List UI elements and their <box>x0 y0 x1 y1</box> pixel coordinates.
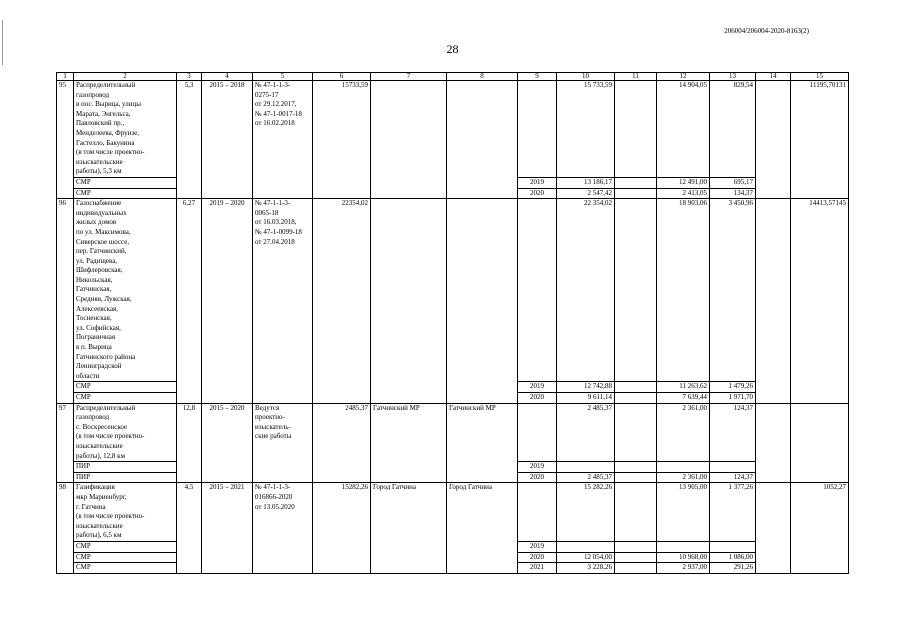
object-name: Газоснабжение индивидуальных жилых домов по ул. Максимова, Сиверское шоссе, пер. Гатчинский, ул. Радищева, Шифлеровская, Никольская, Гатчинская, Средняя, Лужская, Алексеевская, Тосненская, ул. Софийская, Пограничная в п. Вырица Гатчинского района Ленинградской области <box>74 199 177 382</box>
total-value: 3 228,26 <box>557 563 615 574</box>
row-number: 98 <box>57 483 74 573</box>
local-value: 134,37 <box>710 188 756 199</box>
construction-period: 2015 – 2021 <box>202 483 253 573</box>
federal-value <box>615 382 657 393</box>
local-value: 3 450,96 <box>710 199 756 382</box>
column-number-row <box>57 73 849 81</box>
column-number: 6 <box>313 73 371 81</box>
total-value: 15 733,59 <box>557 81 615 178</box>
regional-value: 2 361,00 <box>657 403 710 462</box>
column-number: 2 <box>74 73 177 81</box>
local-value: 829,54 <box>710 81 756 178</box>
regional-value: 18 903,06 <box>657 199 710 382</box>
municipality <box>371 81 447 199</box>
expertise-docs: Ведутся проектно- изыскатель- ские работы <box>253 403 313 483</box>
estimated-cost: 2485,37 <box>313 403 371 483</box>
work-type-label: СМР <box>74 541 177 552</box>
year-cell: 2020 <box>518 552 557 563</box>
other-value <box>756 81 791 199</box>
federal-value <box>615 563 657 574</box>
total-value: 2 547,42 <box>557 188 615 199</box>
length-km: 6,27 <box>177 199 202 403</box>
regional-value: 7 639,44 <box>657 393 710 404</box>
column-number: 13 <box>710 73 756 81</box>
column-number: 12 <box>657 73 710 81</box>
regional-value: 2 361,00 <box>657 472 710 483</box>
construction-period: 2015 – 2020 <box>202 403 253 483</box>
year-cell: 2020 <box>518 188 557 199</box>
municipality <box>371 199 447 403</box>
work-type-label: СМР <box>74 393 177 404</box>
local-value: 1 479,26 <box>710 382 756 393</box>
customer <box>447 199 518 403</box>
local-value: 291,26 <box>710 563 756 574</box>
total-value: 2 485,37 <box>557 403 615 462</box>
year-cell: 2019 <box>518 177 557 188</box>
work-type-label: ПИР <box>74 462 177 473</box>
total-value: 22 354,02 <box>557 199 615 382</box>
federal-value <box>615 199 657 382</box>
federal-value <box>615 541 657 552</box>
column-number: 10 <box>557 73 615 81</box>
estimated-cost: 15733,59 <box>313 81 371 199</box>
row-number: 95 <box>57 81 74 199</box>
table-row <box>57 199 849 382</box>
federal-value <box>615 393 657 404</box>
table-row <box>57 81 849 178</box>
municipality: Гатчинский МР <box>371 403 447 483</box>
total-value: 2 485,37 <box>557 472 615 483</box>
total-value: 12 054,00 <box>557 552 615 563</box>
column-number: 7 <box>371 73 447 81</box>
year-cell: 2020 <box>518 472 557 483</box>
total-value <box>557 541 615 552</box>
length-km: 4,5 <box>177 483 202 573</box>
expertise-docs: № 47-1-1-3- 016866-2020 от 13.05.2020 <box>253 483 313 573</box>
customer: Город Гатчина <box>447 483 518 573</box>
remaining-cost <box>791 403 849 483</box>
work-type-label: СМР <box>74 382 177 393</box>
federal-value <box>615 462 657 473</box>
construction-period: 2015 – 2018 <box>202 81 253 199</box>
remaining-cost: 14413,57145 <box>791 199 849 403</box>
column-number: 5 <box>253 73 313 81</box>
length-km: 12,8 <box>177 403 202 483</box>
year-cell <box>518 199 557 382</box>
other-value <box>756 199 791 403</box>
year-cell: 2019 <box>518 462 557 473</box>
column-number: 1 <box>57 73 74 81</box>
federal-value <box>615 81 657 178</box>
regional-value: 11 263,62 <box>657 382 710 393</box>
column-number: 3 <box>177 73 202 81</box>
column-number: 14 <box>756 73 791 81</box>
remaining-cost: 11195,70131 <box>791 81 849 199</box>
regional-value: 12 491,00 <box>657 177 710 188</box>
local-value: 695,17 <box>710 177 756 188</box>
total-value: 9 611,14 <box>557 393 615 404</box>
work-type-label: СМР <box>74 552 177 563</box>
total-value: 13 186,17 <box>557 177 615 188</box>
row-number: 96 <box>57 199 74 403</box>
total-value: 15 282,26 <box>557 483 615 542</box>
column-number: 4 <box>202 73 253 81</box>
other-value <box>756 403 791 483</box>
expertise-docs: № 47-1-1-3- 0275-17 от 29.12.2017, № 47-1-0017-18 от 16.02.2018 <box>253 81 313 199</box>
local-value: 124,37 <box>710 403 756 462</box>
regional-value: 14 904,05 <box>657 81 710 178</box>
federal-value <box>615 552 657 563</box>
total-value <box>557 462 615 473</box>
local-value <box>710 541 756 552</box>
municipality: Город Гатчина <box>371 483 447 573</box>
work-type-label: СМР <box>74 563 177 574</box>
year-cell: 2020 <box>518 393 557 404</box>
construction-period: 2019 – 2020 <box>202 199 253 403</box>
work-type-label: ПИР <box>74 472 177 483</box>
page-number: 28 <box>446 42 459 56</box>
row-number: 97 <box>57 403 74 483</box>
regional-value: 10 968,00 <box>657 552 710 563</box>
object-name: Распределительный газопровод в пос. Вырица, улицы Марата, Энгельса, Павловский пр., Менделеева, Фрунзе, Гастелло, Бакунина (в том числе проектно- изыскательские работы), 5,3 км <box>74 81 177 178</box>
local-value: 1 377,26 <box>710 483 756 542</box>
customer <box>447 81 518 199</box>
local-value: 1 971,70 <box>710 393 756 404</box>
year-cell: 2019 <box>518 382 557 393</box>
federal-value <box>615 483 657 542</box>
year-cell <box>518 483 557 542</box>
column-number: 8 <box>447 73 518 81</box>
federal-value <box>615 188 657 199</box>
table-row <box>57 403 849 462</box>
object-name: Распределительный газопровод с. Воскресенское (в том числе проектно- изыскательские работы), 12,8 км <box>74 403 177 462</box>
regional-value: 2 937,00 <box>657 563 710 574</box>
regional-value <box>657 541 710 552</box>
local-value: 1 086,00 <box>710 552 756 563</box>
regional-value: 2 413,05 <box>657 188 710 199</box>
object-name: Газификация мкр Мариенбург, г. Гатчина (в том числе проектно- изыскательские работы), 6,5 км <box>74 483 177 542</box>
regional-value <box>657 462 710 473</box>
year-cell <box>518 403 557 462</box>
local-value <box>710 462 756 473</box>
expertise-docs: № 47-1-1-3- 0065-18 от 16.03.2018, № 47-1-0099-18 от 27.04.2018 <box>253 199 313 403</box>
local-value: 124,37 <box>710 472 756 483</box>
customer: Гатчинский МР <box>447 403 518 483</box>
work-type-label: СМР <box>74 188 177 199</box>
table-row <box>57 483 849 542</box>
other-value <box>756 483 791 573</box>
remaining-cost: 1052,27 <box>791 483 849 573</box>
federal-value <box>615 177 657 188</box>
column-number: 15 <box>791 73 849 81</box>
table-body <box>57 73 849 574</box>
column-number: 11 <box>615 73 657 81</box>
year-cell: 2021 <box>518 563 557 574</box>
column-number: 9 <box>518 73 557 81</box>
year-cell <box>518 81 557 178</box>
federal-value <box>615 472 657 483</box>
regional-value: 13 905,00 <box>657 483 710 542</box>
estimated-cost: 22354,02 <box>313 199 371 403</box>
document-id: 206004/206004-2020-8163(2) <box>724 27 809 35</box>
investment-table <box>56 72 849 574</box>
work-type-label: СМР <box>74 177 177 188</box>
federal-value <box>615 403 657 462</box>
year-cell: 2019 <box>518 541 557 552</box>
length-km: 5,3 <box>177 81 202 199</box>
estimated-cost: 15282,26 <box>313 483 371 573</box>
total-value: 12 742,88 <box>557 382 615 393</box>
